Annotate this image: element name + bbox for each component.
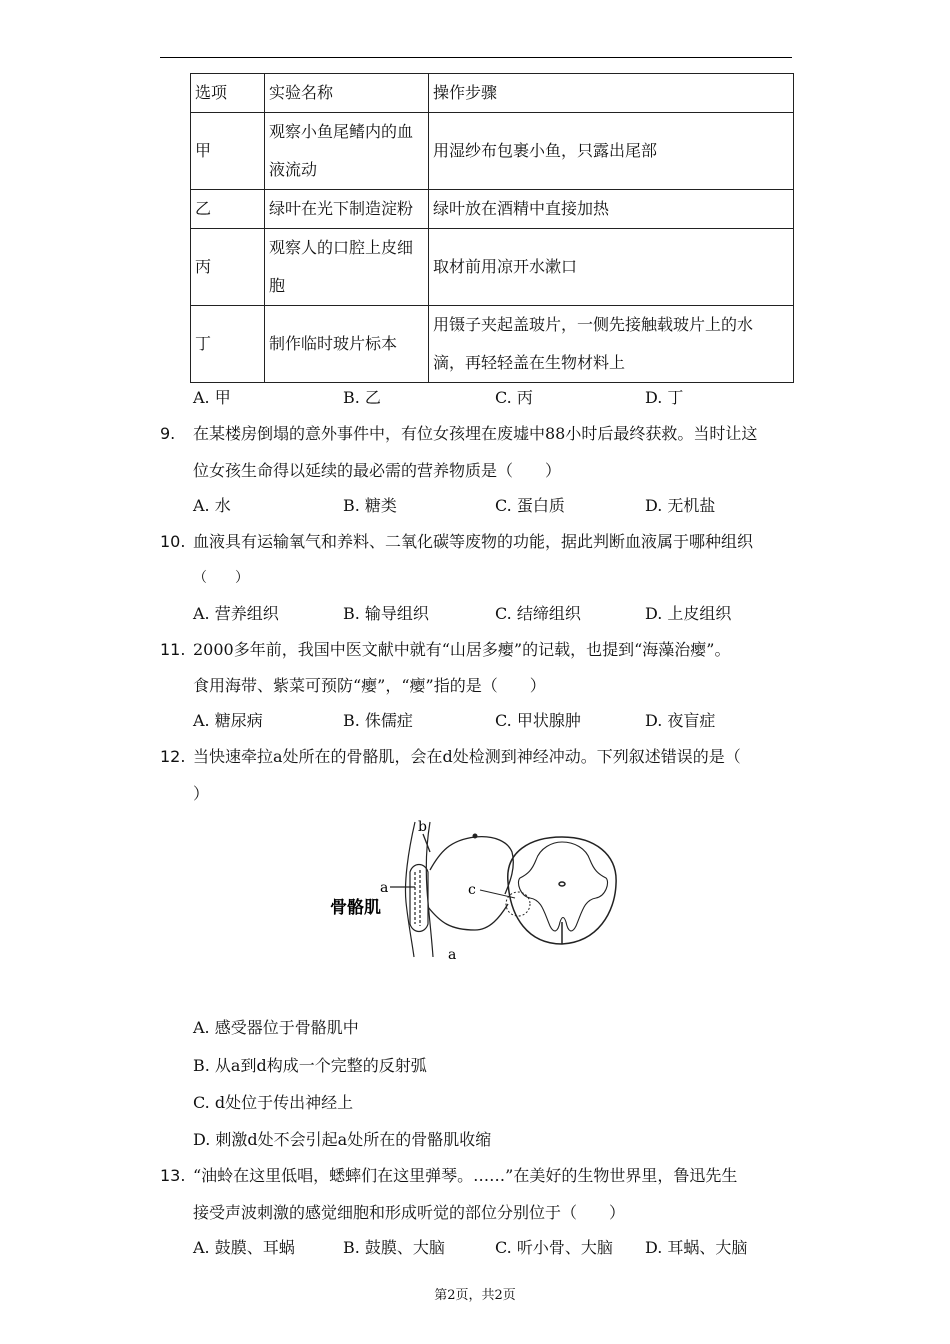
table-cell-steps: 取材前用凉开水漱口	[429, 229, 794, 306]
question-text: 当快速牵拉a处所在的骨骼肌，会在d处检测到神经冲动。下列叙述错误的是（	[193, 747, 741, 766]
table-row	[191, 190, 794, 229]
header-rule	[160, 57, 792, 58]
label-b: b	[418, 819, 427, 835]
table-cell-option: 丙	[191, 229, 265, 306]
q9-option-c[interactable]: C. 蛋白质	[495, 496, 565, 515]
table-cell-steps: 绿叶放在酒精中直接加热	[429, 190, 794, 229]
q8-option-a[interactable]: A. 甲	[193, 388, 231, 407]
reflex-arc-figure	[330, 812, 630, 964]
q10-option-b[interactable]: B. 输导组织	[343, 604, 429, 623]
table-cell-steps: 用湿纱布包裹小鱼，只露出尾部	[429, 113, 794, 190]
q12-option-c[interactable]: C. d处位于传出神经上	[193, 1093, 354, 1112]
cell-line: 观察小鱼尾鳍内的血	[269, 122, 414, 141]
table-cell-name: 绿叶在光下制造淀粉	[265, 190, 429, 229]
question-text: 食用海带、紫菜可预防“瘿”，“瘿”指的是（ ）	[193, 676, 546, 695]
q11-option-a[interactable]: A. 糖尿病	[193, 711, 263, 730]
question-text: 2000多年前，我国中医文献中就有“山居多瘿”的记载，也提到“海藻治瘿”。	[193, 640, 731, 659]
question-text: 位女孩生命得以延续的最必需的营养物质是（ ）	[193, 461, 562, 480]
label-skeletal-muscle: 骨骼肌	[330, 898, 381, 918]
q8-option-d[interactable]: D. 丁	[645, 388, 684, 407]
q13-option-a[interactable]: A. 鼓膜、耳蜗	[193, 1238, 295, 1257]
table-row	[191, 306, 794, 383]
question-text: 在某楼房倒塌的意外事件中，有位女孩埋在废墟中88小时后最终获救。当时让这	[193, 424, 758, 443]
q12-option-b[interactable]: B. 从a到d构成一个完整的反射弧	[193, 1056, 427, 1075]
table-header-cell: 实验名称	[265, 74, 429, 113]
question-number: 13.	[160, 1166, 186, 1185]
q12-option-a[interactable]: A. 感受器位于骨骼肌中	[193, 1018, 359, 1037]
question-text: 接受声波刺激的感觉细胞和形成听觉的部位分别位于（ ）	[193, 1203, 626, 1222]
table-header-cell: 选项	[191, 74, 265, 113]
question-number: 11.	[160, 640, 186, 659]
question-number: 12.	[160, 747, 186, 766]
q10-option-c[interactable]: C. 结缔组织	[495, 604, 581, 623]
question-number: 9.	[160, 424, 176, 443]
table-cell-option: 甲	[191, 113, 265, 190]
table-row	[191, 229, 794, 306]
q13-option-c[interactable]: C. 听小骨、大脑	[495, 1238, 613, 1257]
q11-option-c[interactable]: C. 甲状腺肿	[495, 711, 581, 730]
label-a-bottom: a	[448, 947, 457, 963]
cell-line: 观察人的口腔上皮细	[269, 238, 414, 257]
cell-line: 胞	[269, 276, 286, 295]
table-cell-option: 丁	[191, 306, 265, 383]
q8-option-b[interactable]: B. 乙	[343, 388, 381, 407]
table-cell-steps	[429, 306, 794, 383]
table-cell-name	[265, 229, 429, 306]
label-a-top: a	[380, 880, 389, 896]
q11-option-d[interactable]: D. 夜盲症	[645, 711, 716, 730]
q10-option-a[interactable]: A. 营养组织	[193, 604, 279, 623]
q9-option-d[interactable]: D. 无机盐	[645, 496, 716, 515]
experiment-table	[190, 73, 794, 383]
table-cell-option: 乙	[191, 190, 265, 229]
label-c: c	[468, 882, 476, 898]
question-number: 10.	[160, 532, 186, 551]
skeletal-muscle-shape	[405, 822, 433, 957]
q9-option-a[interactable]: A. 水	[193, 496, 231, 515]
question-text: ）	[193, 784, 210, 803]
q8-option-c[interactable]: C. 丙	[495, 388, 533, 407]
question-text: “油蛉在这里低唱，蟋蟀们在这里弹琴。……”在美好的生物世界里，鲁迅先生	[193, 1166, 738, 1185]
table-cell-name: 制作临时玻片标本	[265, 306, 429, 383]
page-footer: 第2页，共2页	[434, 1288, 516, 1303]
q13-option-d[interactable]: D. 耳蜗、大脑	[645, 1238, 748, 1257]
q10-option-d[interactable]: D. 上皮组织	[645, 604, 732, 623]
cell-line: 滴，再轻轻盖在生物材料上	[433, 353, 626, 372]
q13-option-b[interactable]: B. 鼓膜、大脑	[343, 1238, 445, 1257]
table-header-cell: 操作步骤	[429, 74, 794, 113]
point-d-dot	[473, 834, 478, 839]
q12-option-d[interactable]: D. 刺激d处不会引起a处所在的骨骼肌收缩	[193, 1130, 492, 1149]
table-header-row	[191, 74, 794, 113]
nerve-fibers	[390, 834, 513, 930]
q9-option-b[interactable]: B. 糖类	[343, 496, 397, 515]
table-row	[191, 113, 794, 190]
spinal-cord-section	[480, 837, 616, 944]
q11-option-b[interactable]: B. 侏儒症	[343, 711, 413, 730]
cell-line: 用镊子夹起盖玻片，一侧先接触载玻片上的水	[433, 315, 754, 334]
question-text: 血液具有运输氧气和养料、二氧化碳等废物的功能，据此判断血液属于哪种组织	[193, 532, 754, 551]
question-text: （ ）	[193, 570, 249, 586]
table-cell-name	[265, 113, 429, 190]
cell-line: 液流动	[269, 160, 318, 179]
